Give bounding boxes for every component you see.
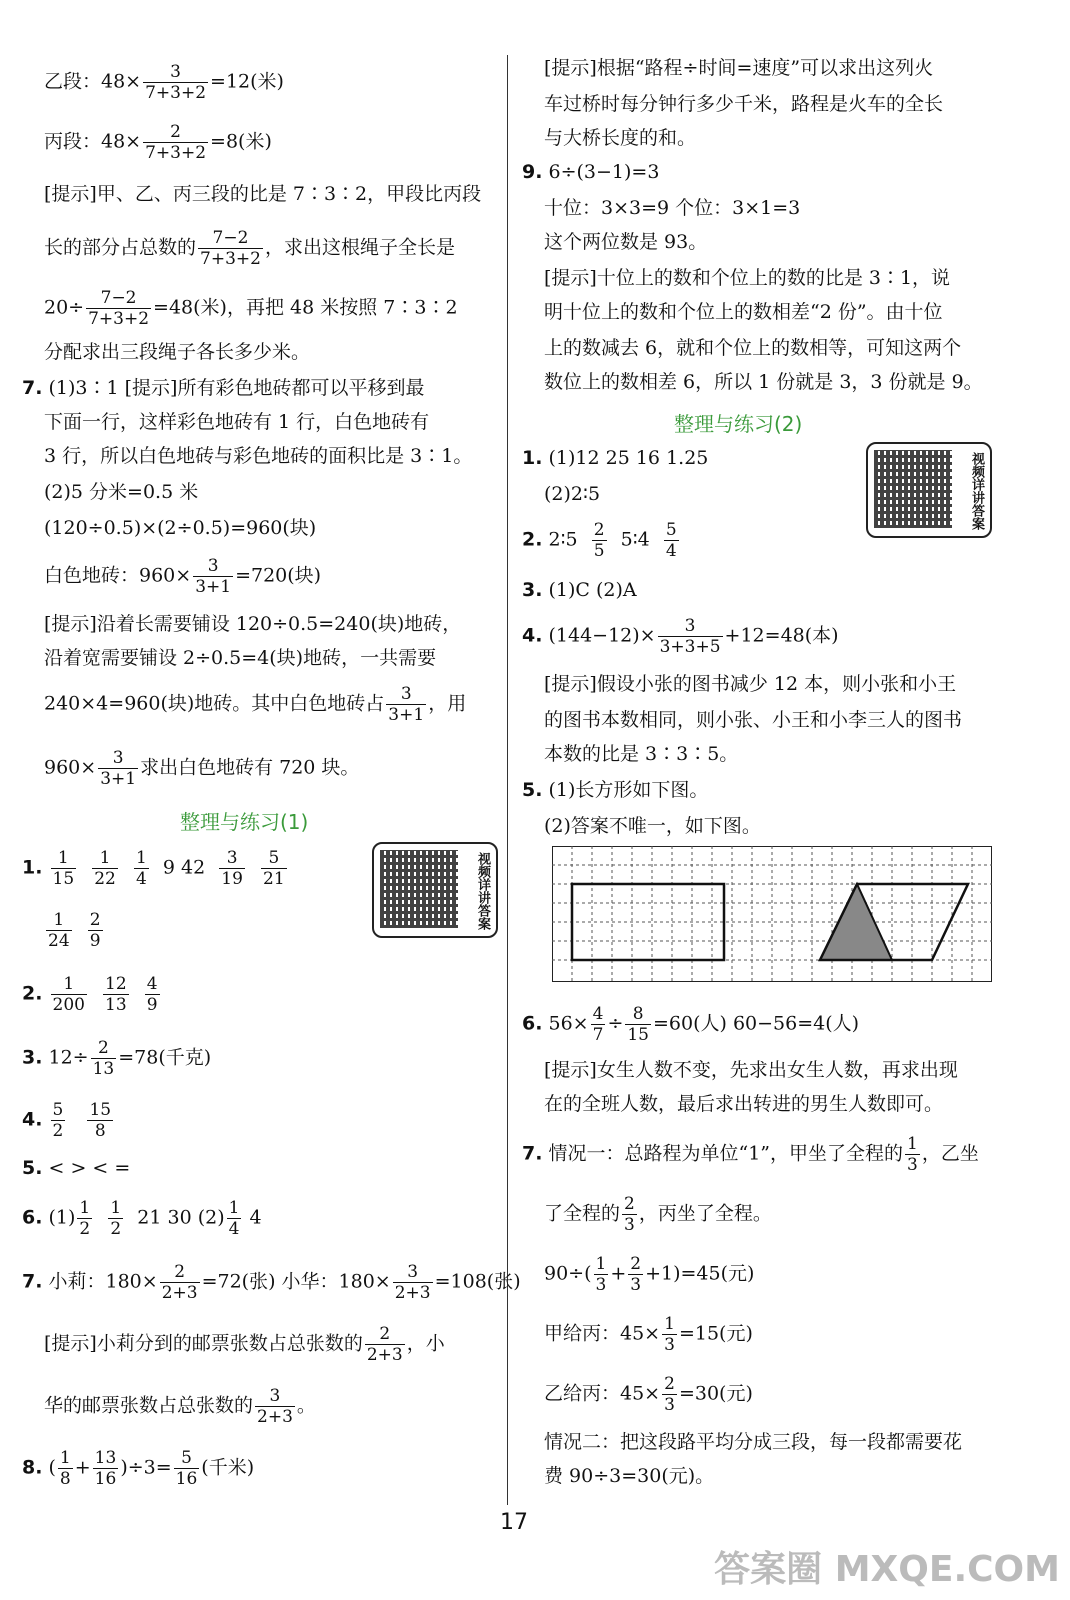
question-7: 7. (1)3∶1 [提示]所有彩色地砖都可以平移到最 [22,377,425,399]
hint-text: [提示]根据“路程÷时间=速度”可以求出这列火 [544,57,934,79]
grid-figure [552,846,992,982]
qr-label: 视频详讲答案 [969,452,984,530]
qr-label: 视频详讲答案 [475,852,490,930]
hint-text: 20÷ $\frac{7-2}{7+3+2}$ =48(米)，再把 48 米按照 7∶3∶2 [44,288,458,329]
practice-3: 3. 12÷ $\frac{2}{13}$ =78(千克) [22,1038,212,1079]
hint-text: 分配求出三段绳子各长多少米。 [44,341,311,363]
practice2-2: 2. 2∶5 $\frac{2}{5}$ 5∶4 $\frac{5}{4}$ [522,520,677,561]
practice-6: 6. (1) $\frac{1}{2}$ $\frac{1}{2}$ 21 30 (2) $\frac{1}{4}$ 4 [22,1198,262,1239]
answer-text: (2)5 分米=0.5 米 [44,481,199,503]
practice-1: 1. $\frac{1}{15}$ $\frac{1}{22}$ $\frac{1}{4}$ 9 42 $\frac{3}{19}$ $\frac{5}{21}$ [22,848,285,889]
answer-text: 乙给丙：45× $\frac{2}{3}$ =30(元) [544,1374,753,1415]
hint-text: 在的全班人数，最后求出转进的男生人数即可。 [544,1093,944,1115]
answer-text: 这个两位数是 93。 [544,231,708,253]
answer-text: 90÷( $\frac{1}{3}$ + $\frac{2}{3}$ +1)=45(元) [544,1254,755,1295]
hint-text: [提示]女生人数不变，先求出女生人数，再求出现 [544,1059,958,1081]
section-heading: 整理与练习(2) [674,412,803,436]
question-9: 9. 6÷(3−1)=3 [522,161,660,183]
answer-text: 十位：3×3=9 个位：3×1=3 [544,197,801,219]
hint-text: 华的邮票张数占总张数的 $\frac{3}{2+3}$ 。 [44,1386,316,1427]
answer-text: 3 行，所以白色地砖与彩色地砖的面积比是 3∶1。 [44,445,473,467]
practice2-5: 5. (1)长方形如下图。 [522,779,709,801]
page-number: 17 [500,1510,528,1535]
hint-text: 的图书本数相同，则小张、小王和小李三人的图书 [544,709,963,731]
practice2-7: 7. 情况一：总路程为单位“1”，甲坐了全程的 $\frac{1}{3}$ ，乙坐 [522,1134,979,1175]
practice2-6: 6. 56× $\frac{4}{7}$ ÷ $\frac{8}{15}$ =60(人) 60−56=4(人) [522,1004,860,1045]
hint-text: [提示]小莉分到的邮票张数占总张数的 $\frac{2}{2+3}$ ，小 [44,1324,445,1365]
hint-text: 与大桥长度的和。 [544,127,697,149]
answer-text: 甲给丙：45× $\frac{1}{3}$ =15(元) [544,1314,753,1355]
practice-8: 8. ( $\frac{1}{8}$ + $\frac{13}{16}$ )÷3= $\frac{5}{16}$ (千米) [22,1448,255,1489]
hint-text: 960× $\frac{3}{3+1}$ 求出白色地砖有 720 块。 [44,748,360,789]
hint-text: 车过桥时每分钟行多少千米，路程是火车的全长 [544,93,944,115]
line-yi-segment: 乙段：48× $\frac{3}{7+3+2}$ =12(米) [44,62,284,103]
answer-text: 情况二：把这段路平均分成三段，每一段都需要花 [544,1431,963,1453]
answer-text: 了全程的 $\frac{2}{3}$ ，丙坐了全程。 [544,1194,772,1235]
hint-text: [提示]沿着长需要铺设 120÷0.5=240(块)地砖， [44,613,462,635]
answer-text: (120÷0.5)×(2÷0.5)=960(块) [44,517,317,539]
hint-text: 明十位上的数和个位上的数相差“2 份”。由十位 [544,301,943,323]
qr-code[interactable] [866,442,992,538]
section-heading: 整理与练习(1) [180,810,309,834]
hint-text: 本数的比是 3∶3∶5。 [544,743,739,765]
answer-text: 白色地砖：960× $\frac{3}{3+1}$ =720(块) [44,556,322,597]
practice-2: 2. $\frac{1}{200}$ $\frac{12}{13}$ $\frac{4}{9}$ [22,974,158,1015]
qr-code-pattern [380,850,458,928]
hint-text: 数位上的数相差 6，所以 1 份就是 3，3 份就是 9。 [544,371,983,393]
answer-text: (2)2∶5 [544,483,601,505]
line-bing-segment: 丙段：48× $\frac{2}{7+3+2}$ =8(米) [44,122,272,163]
hint-text: 沿着宽需要铺设 2÷0.5=4(块)地砖，一共需要 [44,647,437,669]
practice-4: 4. $\frac{5}{2}$ $\frac{15}{8}$ [22,1100,112,1141]
hint-text: 240×4=960(块)地砖。其中白色地砖占 $\frac{3}{3+1}$ ，用 [44,684,467,725]
practice-5: 5. < > < = [22,1157,131,1179]
practice-1-cont: $\frac{1}{24}$ $\frac{2}{9}$ [48,910,101,951]
hint-text: [提示]假设小张的图书减少 12 本，则小张和小王 [544,673,957,695]
practice2-3: 3. (1)C (2)A [522,579,637,601]
hint-text: [提示]甲、乙、丙三段的比是 7∶3∶2，甲段比丙段 [44,183,482,205]
hint-text: 长的部分占总数的 $\frac{7-2}{7+3+2}$ ，求出这根绳子全长是 [44,228,455,269]
answer-text: 下面一行，这样彩色地砖有 1 行，白色地砖有 [44,411,430,433]
practice-7: 7. 小莉：180× $\frac{2}{2+3}$ =72(张) 小华：180× $\frac{3}{2+3}$ =108(张) [22,1262,521,1303]
answer-text: (2)答案不唯一，如下图。 [544,815,761,837]
qr-code[interactable] [372,842,498,938]
practice2-4: 4. (144−12)× $\frac{3}{3+3+5}$ +12=48(本) [522,616,839,657]
qr-code-pattern [874,450,952,528]
hint-text: 上的数减去 6，就和个位上的数相等，可知这两个 [544,337,962,359]
watermark: 答案圈 MXQE.COM [714,1549,1060,1590]
answer-text: 费 90÷3=30(元)。 [544,1465,715,1487]
practice2-1: 1. (1)12 25 16 1.25 [522,447,709,469]
hint-text: [提示]十位上的数和个位上的数的比是 3∶1，说 [544,267,951,289]
